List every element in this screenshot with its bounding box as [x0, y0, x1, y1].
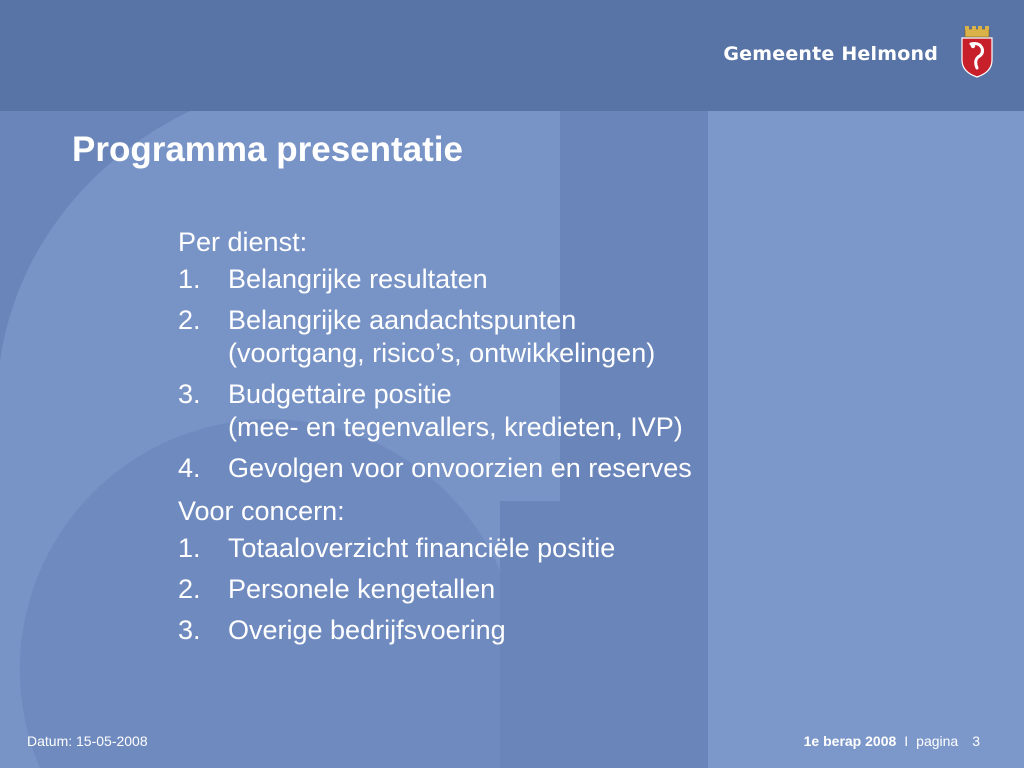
list-item — [178, 614, 938, 647]
item-number: 2. — [178, 574, 201, 604]
item-number: 1. — [178, 533, 201, 563]
item-subtext: (voortgang, risico’s, ontwikkelingen) — [228, 338, 656, 368]
item-number: 3. — [178, 379, 201, 409]
item-number: 1. — [178, 264, 201, 294]
coat-of-arms-icon — [959, 26, 995, 78]
footer-separator: I — [904, 733, 909, 749]
footer-page-info — [804, 733, 980, 749]
brand-name: Gemeente Helmond — [723, 43, 938, 65]
item-subtext: (mee- en tegenvallers, kredieten, IVP) — [228, 412, 683, 442]
item-text: Gevolgen voor onvoorzien en reserves — [228, 453, 692, 483]
item-text: Overige bedrijfsvoering — [228, 615, 506, 645]
list-item — [178, 263, 938, 296]
list-voor-concern — [178, 532, 938, 647]
list-item — [178, 532, 938, 565]
footer-document-name: 1e berap 2008 — [803, 733, 897, 749]
item-number: 3. — [178, 615, 201, 645]
item-text: Totaaloverzicht financiële positie — [228, 533, 616, 563]
footer-page-number: 3 — [972, 733, 980, 749]
list-item — [178, 452, 938, 485]
item-text: Personele kengetallen — [228, 574, 496, 604]
footer-date: Datum: 15-05-2008 — [27, 733, 148, 749]
group-heading-per-dienst: Per dienst: — [178, 227, 308, 257]
item-text: Belangrijke resultaten — [228, 264, 488, 294]
list-item — [178, 378, 938, 444]
group-heading-voor-concern: Voor concern: — [178, 496, 345, 526]
list-per-dienst — [178, 263, 938, 485]
slide-content — [178, 226, 938, 655]
item-text: Belangrijke aandachtspunten — [228, 305, 577, 335]
item-text: Budgettaire positie — [228, 379, 452, 409]
item-number: 4. — [178, 453, 201, 483]
page-title: Programma presentatie — [72, 130, 463, 169]
list-item — [178, 573, 938, 606]
footer-page-label: pagina — [916, 733, 959, 749]
list-item — [178, 304, 938, 370]
item-number: 2. — [178, 305, 201, 335]
